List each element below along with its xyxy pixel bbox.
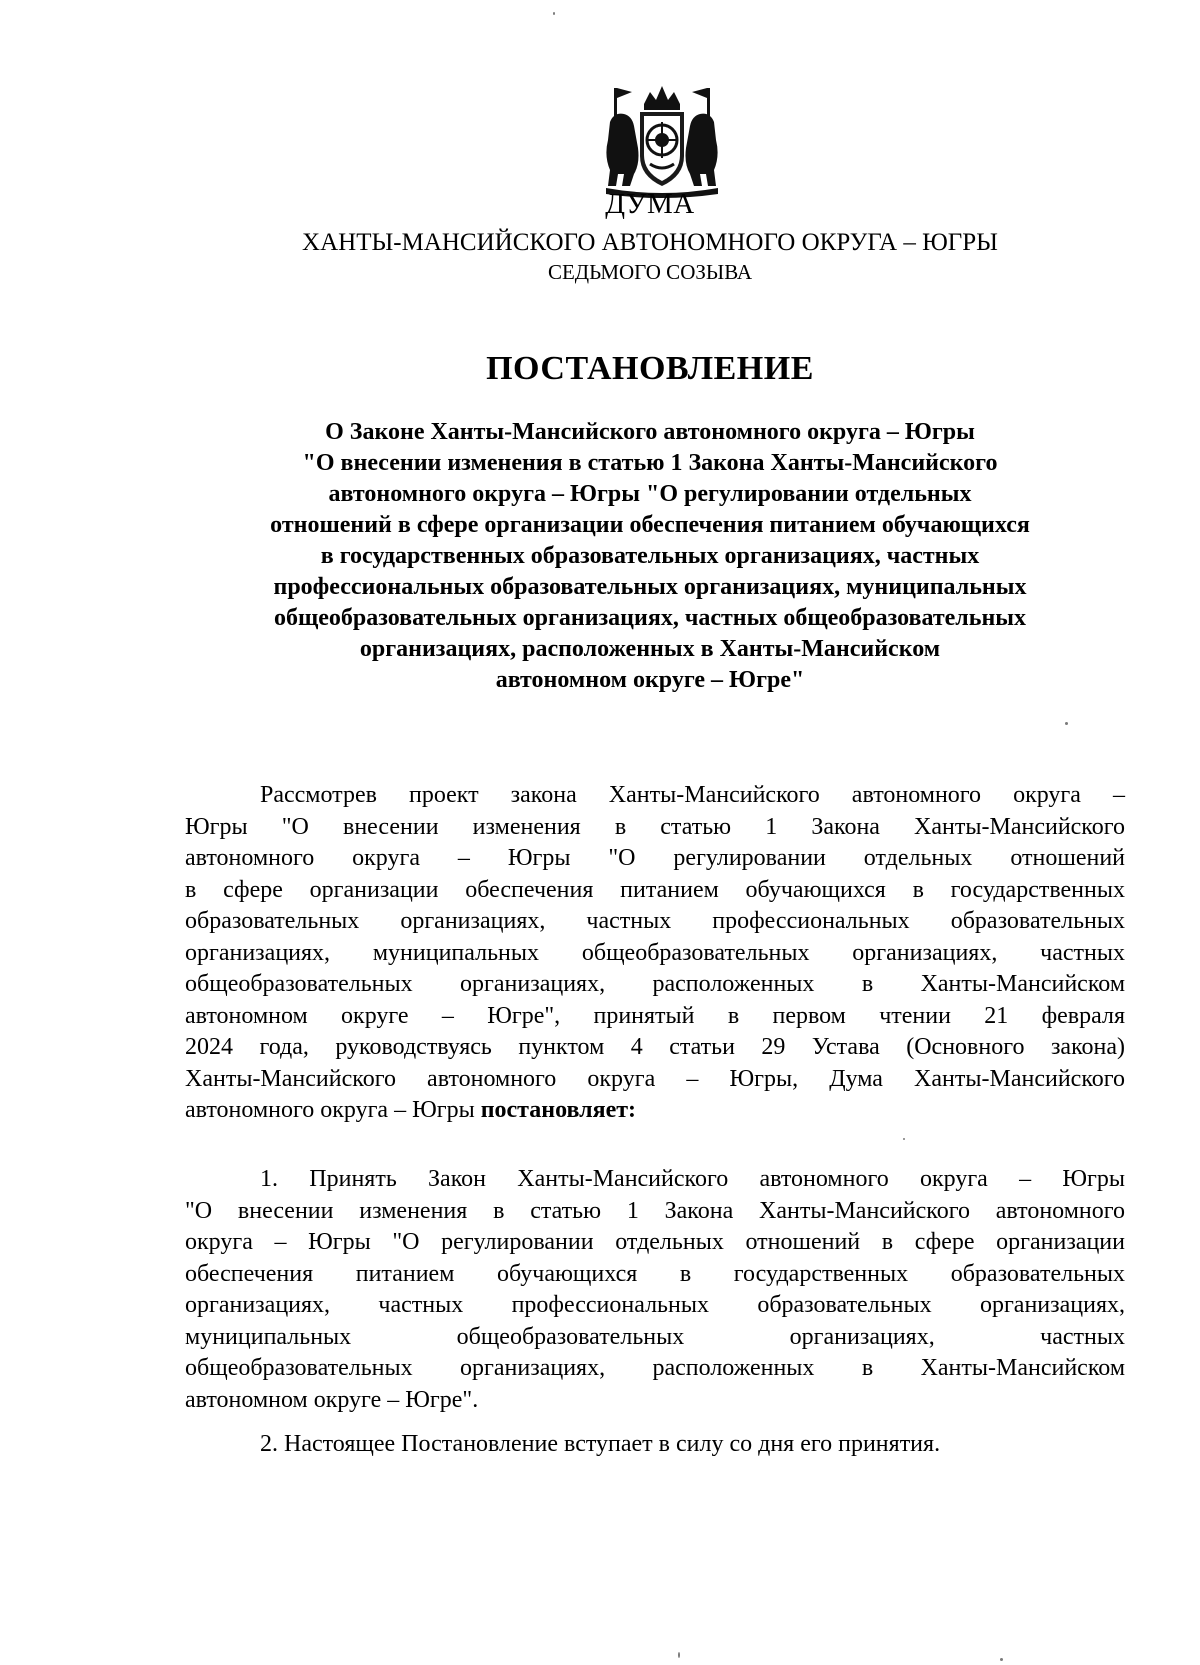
paragraph-line: в сфере организации обеспечения питанием обучающихся в государственных	[185, 876, 1125, 903]
paragraph-line: общеобразовательных организациях, расположенных в Ханты-Мансийском	[185, 971, 1125, 997]
paragraph-line: образовательных организациях, частных профессиональных образовательных	[185, 908, 1125, 934]
resolution-item-1	[185, 1164, 1125, 1416]
document-subject	[150, 417, 1150, 696]
document-type-title: ПОСТАНОВЛЕНИЕ	[486, 350, 814, 387]
org-name: ДУМА	[605, 188, 695, 220]
paragraph-last-line	[185, 1095, 1125, 1127]
item-line: округа – Югры "О регулировании отдельных отношений в сфере организации	[185, 1229, 1125, 1255]
subject-line: О Законе Ханты-Мансийского автономного округа – Югры	[325, 419, 975, 445]
subject-line: в государственных образовательных организациях, частных	[320, 543, 980, 569]
item-line: "О внесении изменения в статью 1 Закона Ханты-Мансийского автономного	[185, 1197, 1125, 1224]
paragraph-line: Ханты-Мансийского автономного округа – Югры, Дума Ханты-Мансийского	[185, 1065, 1125, 1092]
scan-speck	[1000, 1658, 1003, 1661]
subject-line: автономном округе – Югре"	[495, 667, 805, 693]
subject-line: профессиональных образовательных организациях, муниципальных	[273, 574, 1027, 600]
subject-line: организациях, расположенных в Ханты-Мансийском	[359, 636, 941, 662]
scan-speck	[903, 1138, 905, 1140]
coat-of-arms-icon	[600, 78, 724, 202]
paragraph-line: автономного округа – Югры "О регулировании отдельных отношений	[185, 845, 1125, 871]
scan-speck	[678, 1652, 680, 1658]
item-line: 1. Принять Закон Ханты-Мансийского автономного округа – Югры	[260, 1166, 1125, 1192]
scan-speck	[553, 12, 555, 15]
item-line: организациях, частных профессиональных образовательных организациях,	[185, 1292, 1125, 1318]
paragraph-line: 2024 года, руководствуясь пунктом 4 статьи 29 Устава (Основного закона)	[185, 1034, 1125, 1060]
item-line: обеспечения питанием обучающихся в государственных образовательных	[185, 1260, 1125, 1287]
subject-line: общеобразовательных организациях, частных общеобразовательных	[273, 605, 1027, 631]
subject-line: "О внесении изменения в статью 1 Закона Ханты-Мансийского	[302, 450, 998, 476]
paragraph-line: автономном округе – Югре", принятый в первом чтении 21 февраля	[185, 1002, 1125, 1029]
preamble-paragraph	[185, 780, 1125, 1127]
okrug-name: ХАНТЫ-МАНСИЙСКОГО АВТОНОМНОГО ОКРУГА – ЮГРЫ	[302, 229, 998, 256]
paragraph-line: Рассмотрев проект закона Ханты-Мансийского автономного округа –	[260, 782, 1125, 808]
convocation: СЕДЬМОГО СОЗЫВА	[547, 260, 753, 284]
resolution-item-2: 2. Настоящее Постановление вступает в силу со дня его принятия.	[260, 1431, 941, 1457]
subject-line: отношений в сфере организации обеспечения питанием обучающихся	[270, 512, 1030, 538]
paragraph-line-text: автономного округа – Югры	[185, 1097, 475, 1123]
item-line: муниципальных общеобразовательных организациях, частных	[185, 1323, 1125, 1350]
scan-speck	[1065, 722, 1068, 725]
resolves-keyword: постановляет:	[480, 1097, 637, 1123]
subject-line: автономного округа – Югры "О регулировании отдельных	[328, 481, 972, 507]
item-line: автономном округе – Югре".	[185, 1386, 479, 1413]
paragraph-line: Югры "О внесении изменения в статью 1 Закона Ханты-Мансийского	[185, 813, 1125, 840]
item-line: общеобразовательных организациях, расположенных в Ханты-Мансийском	[185, 1355, 1125, 1381]
paragraph-line: организациях, муниципальных общеобразовательных организациях, частных	[185, 939, 1125, 966]
